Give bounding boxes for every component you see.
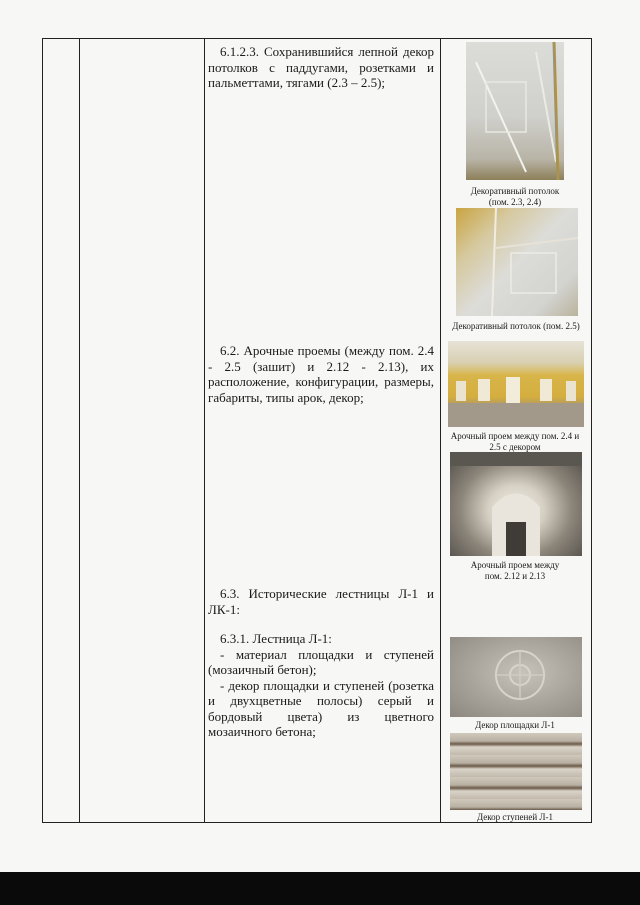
item-6-3-1-title: 6.3.1. Лестница Л-1: — [220, 631, 332, 646]
caption-photo-5: Декор площадки Л-1 — [475, 720, 555, 730]
photo-decorative-ceiling-2-3-2-4 — [466, 42, 564, 180]
caption-photo-4-line-1: Арочный проем между — [470, 560, 560, 570]
ceiling-2-5-photo-detail — [456, 208, 578, 316]
item-6-3-1-line2: - декор площадки и ступеней (розетка и двухцветные полосы) серый и бордовый цвета) из цветного мозаичного бетона; — [208, 677, 434, 739]
landing-rosette-detail — [450, 637, 582, 717]
item-6-2: 6.2. Арочные проемы (между пом. 2.4 - 2.5 (зашит) и 2.12 - 2.13), их расположение, конфигурации, размеры, габариты, типы арок, декор; — [208, 343, 434, 405]
ceiling-photo-detail — [466, 42, 564, 180]
photo-arch-2-4-2-5 — [448, 341, 584, 427]
photo-landing-decor-l1 — [450, 637, 582, 717]
table-col-border-2 — [79, 38, 80, 823]
caption-photo-4-line-2: пом. 2.12 и 2.13 — [484, 571, 546, 581]
scan-bottom-edge — [0, 872, 640, 905]
arch-2-4-photo-detail — [448, 341, 584, 427]
photo-decorative-ceiling-2-5 — [456, 208, 578, 316]
item-6-3-1-line1: - материал площадки и ступеней (мозаичный бетон); — [208, 646, 434, 677]
photo-arch-2-12-2-13 — [450, 452, 582, 556]
caption-photo-3-line-1: Арочный проем между пом. 2.4 и — [450, 431, 580, 441]
item-6-3-1 — [208, 631, 434, 740]
table-col-border-5 — [591, 38, 592, 823]
table-col-border-1 — [42, 38, 43, 823]
caption-photo-1-line-1: Декоративный потолок — [470, 186, 560, 196]
caption-photo-3-line-2: 2.5 с декором — [489, 442, 541, 452]
table-col-border-3 — [204, 38, 205, 823]
arch-2-12-photo-detail — [450, 452, 582, 556]
photo-stairs-decor-l1 — [450, 733, 582, 810]
caption-photo-1-line-2: (пом. 2.3, 2.4) — [488, 197, 542, 207]
item-6-1-2-3: 6.1.2.3. Сохранившийся лепной декор потолков с паддугами, розетками и пальметтами, тягами (2.3 – 2.5); — [208, 44, 434, 90]
caption-photo-6: Декор ступеней Л-1 — [476, 812, 553, 822]
caption-photo-3 — [440, 431, 590, 453]
table-top-border — [42, 38, 592, 39]
caption-photo-4 — [440, 560, 590, 582]
item-6-3: 6.3. Исторические лестницы Л-1 и ЛК-1: — [208, 586, 434, 617]
caption-photo-1 — [440, 186, 590, 208]
caption-photo-2: Декоративный потолок (пом. 2.5) — [452, 321, 580, 331]
